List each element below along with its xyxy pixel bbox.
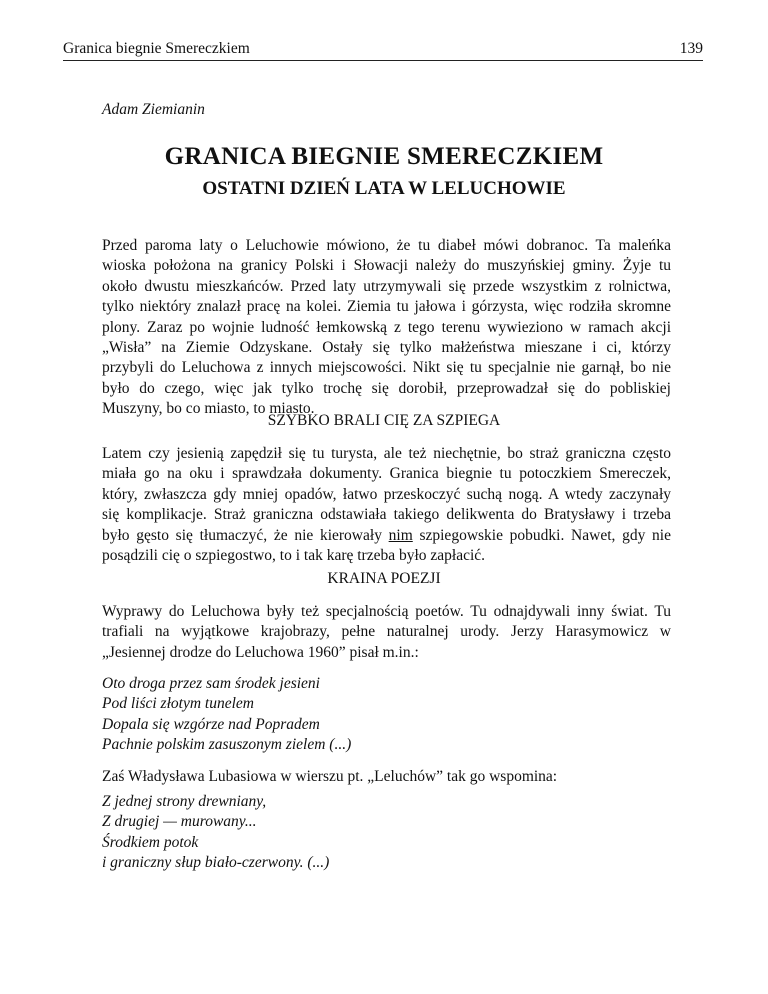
text-line: tylko niektóry znalazł pracę na kolei. Ziemia tu jałowa i górzysta, więc rodziła skromne bbox=[102, 298, 671, 316]
text-line: posądzili cię o szpiegostwo, to i tak karę trzeba było zapłacić. bbox=[102, 547, 486, 565]
page-number: 139 bbox=[679, 40, 703, 57]
text-line: było gęsto się tłumaczyć, że nie kierowały nim szpiegowskie pobudki. Nawet, gdy nie bbox=[102, 526, 671, 544]
article-subtitle: OSTATNI DZIEŃ LATA W LELUCHOWIE bbox=[202, 178, 566, 199]
bridge-sentence: Zaś Władysława Lubasiowa w wierszu pt. „Leluchów” tak go wspomina: bbox=[102, 768, 558, 785]
text-line: było do czego, więc jak tylko trochę się dorobił, przeprowadzał się do pobliskiej bbox=[102, 379, 671, 397]
intro-paragraph bbox=[102, 236, 671, 420]
section-heading-spy: SZYBKO BRALI CIĘ ZA SZPIEGA bbox=[267, 412, 501, 429]
poem-line: Pod liści złotym tunelem bbox=[102, 695, 254, 713]
text-line: miała go na oku i sprawdzała dokumenty. Granica biegnie tu potoczkiem Smereczek, bbox=[102, 465, 671, 483]
text-line: około dwustu mieszkańców. Przed laty utrzymywali się przede wszystkim z rolnictwa, bbox=[102, 277, 671, 295]
running-header bbox=[63, 38, 703, 61]
spy-paragraph bbox=[102, 444, 671, 566]
text-line: się komplikacje. Straż graniczna odstawiała takiego delikwenta do Bratysławy i trzeba bbox=[102, 506, 671, 524]
text-line: Muszyny, bo co miasto, to miasto. bbox=[102, 400, 315, 418]
text-line: przybyli do Leluchowa z innych miejscowości. Nikt się tu specjalnie nie garnął, bo nie bbox=[102, 359, 671, 377]
poem-line: Pachnie polskim zasuszonym zielem (...) bbox=[102, 736, 352, 754]
poem-line: i graniczny słup biało-czerwony. (...) bbox=[102, 854, 330, 872]
text-line: Przed paroma laty o Leluchowie mówiono, że tu diabeł mówi dobranoc. Ta maleńka bbox=[102, 237, 671, 254]
poem-quote-1 bbox=[102, 674, 351, 756]
text-line: trafiali na wyjątkowe krajobrazy, pełne naturalnej urody. Jerzy Harasymowicz w bbox=[102, 623, 671, 641]
text-line: plony. Zaraz po wojnie ludność łemkowską z tego terenu wywieziono w ramach akcji bbox=[102, 318, 671, 336]
poem-line: Środkiem potok bbox=[102, 833, 199, 851]
text-line: Latem czy jesienią zapędził się tu turysta, ale też niechętnie, bo straż graniczna często bbox=[102, 445, 671, 462]
poem-line: Z drugiej — murowany... bbox=[102, 813, 257, 831]
running-title: Granica biegnie Smereczkiem bbox=[63, 40, 250, 57]
poem-line: Oto droga przez sam środek jesieni bbox=[102, 675, 320, 692]
poetry-paragraph bbox=[102, 602, 671, 663]
section-heading-poetry: KRAINA POEZJI bbox=[327, 570, 441, 587]
poem-quote-2 bbox=[102, 792, 329, 874]
article-author: Adam Ziemianin bbox=[102, 101, 205, 118]
text-line: który, zwłaszcza gdy mniej opadów, łatwo przeskoczyć suchą nogą. A wtedy zaczynały bbox=[102, 485, 671, 503]
poem-line: Z jednej strony drewniany, bbox=[102, 793, 267, 810]
text-line: wioska położona na granicy Polski i Słowacji należy do muszyńskiej gminy. Żyje tu bbox=[102, 257, 671, 275]
poem-line: Dopala się wzgórze nad Popradem bbox=[102, 715, 320, 733]
article-title: GRANICA BIEGNIE SMERECZKIEM bbox=[164, 143, 604, 170]
text-line: „Jesiennej drodze do Leluchowa 1960” pisał m.in.: bbox=[102, 643, 419, 661]
text-line: „Wisła” na Ziemie Odzyskane. Ostały się tylko małżeństwa mieszane i ci, którzy bbox=[102, 339, 671, 357]
text-line: Wyprawy do Leluchowa były też specjalnością poetów. Tu odnajdywali inny świat. Tu bbox=[102, 603, 671, 620]
underlined-word: nim bbox=[388, 526, 413, 544]
